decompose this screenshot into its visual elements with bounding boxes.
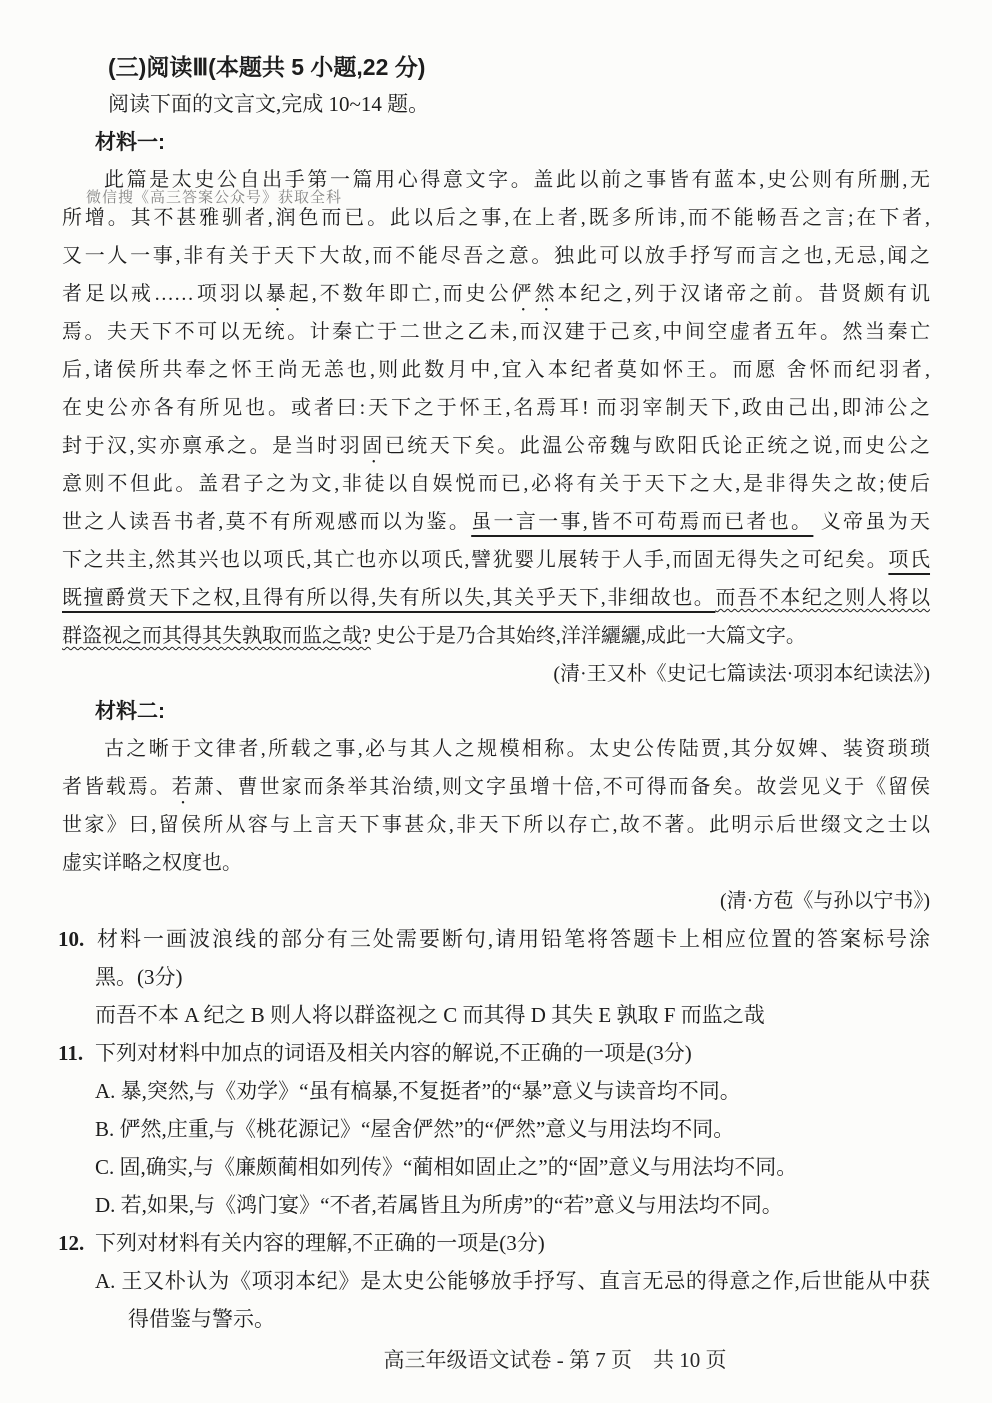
material-two-label: 材料二: (95, 700, 165, 723)
emphasized-word: 若 (171, 776, 194, 798)
question-12 (58, 1224, 930, 1338)
passage-text: 起,不数年即亡,而史公 (288, 283, 512, 305)
passage-text: 下之共主,然其兴也以项氏,其亡也亦以项氏,譬犹婴儿展转于人手,而固无得失之可纪矣。 (62, 549, 889, 571)
question-11 (58, 1034, 930, 1224)
question-number: 10. (58, 927, 85, 951)
passage-text: 者皆载焉。 (62, 776, 172, 798)
passage-line (62, 313, 930, 351)
passage-line (62, 844, 930, 882)
passage-text: 史公于是乃合其始终,洋洋纚纚,成此一大篇文字。 (370, 625, 806, 647)
passage-text: 本纪之,列于汉诸帝之前。昔贤颇有讥 (557, 283, 931, 305)
reading-instruction: 阅读下面的文言文,完成 10~14 题。 (108, 92, 430, 116)
passage-text: 所增。其不甚雅驯者,润色而已。此以后之事,在上者,既多所讳,而不能畅吾之言;在下者, (62, 207, 930, 229)
passage-text: 世家》曰,留侯所从容与上言天下事甚众,非天下所以存亡,故不著。此明示后世缀文之士以 (62, 814, 930, 836)
passage-text: 在史公亦各有所见也。或者曰:天下之于怀王,名焉耳! 而羽宰制天下,政由己出,即沛公之 (62, 397, 930, 419)
passage-text: 意则不但此。盖君子之为文,非徒以自娱悦而已,必将有关于天下之大,是非得失之故;使后 (62, 473, 930, 495)
passage-text: 萧、曹世家而条举其治绩,则文字虽增十倍,不可得而备矣。故尝见义于《留侯 (193, 776, 931, 798)
emphasized-word: 俨然 (511, 283, 558, 305)
passage-line (62, 768, 930, 806)
passage-text: 封于汉,实亦禀承之。是当时羽 (62, 435, 363, 457)
section-header: (三)阅读Ⅲ(本题共 5 小题,22 分) (108, 54, 426, 80)
passage-text: 焉。夫天下不可以无统。计秦亡于二世之乙未,而汉建于己亥,中间空虚者五年。然当秦亡 (62, 321, 930, 343)
watermark-text: 微信搜《高三答案公众号》获取全科 (86, 190, 343, 206)
passage-text: 后,诸侯所共奉之怀王尚无恙也,则此数月中,宜入本纪者莫如怀王。而愿 舍怀而纪羽者, (62, 359, 930, 381)
question-stem-text: 下列对材料中加点的词语及相关内容的解说,不正确的一项是(3分) (95, 1041, 692, 1065)
option-line: B. 俨然,庄重,与《桃花源记》“屋舍俨然”的“俨然”意义与用法均不同。 (95, 1117, 735, 1141)
passage-line (62, 427, 930, 465)
passage-text: 世之人读吾书者,莫不有所观感而以为鉴。 (62, 511, 472, 533)
question-stem-text: 材料一画波浪线的部分有三处需要断句,请用铅笔将答题卡上相应位置的答案标号涂 (95, 927, 930, 951)
emphasized-word: 固 (362, 435, 385, 457)
question-stem-line (58, 1224, 930, 1262)
underlined-clause: 虽一言一事,皆不可苟焉而已者也。 (471, 511, 814, 533)
page-footer: 高三年级语文试卷 - 第 7 页 共 10 页 (383, 1348, 727, 1372)
question-stem-line (58, 1034, 930, 1072)
underlined-clause: 项氏 (888, 549, 931, 571)
passage-text: 此篇是太史公自出手第一篇用心得意文字。盖此以前之事皆有蓝本,史公则有所删,无 (104, 169, 930, 191)
question-stem-continuation: 黑。(3分) (95, 965, 183, 989)
question-10 (58, 920, 930, 1034)
passage-line (62, 503, 930, 541)
passage-text: 义帝虽为天 (813, 511, 931, 533)
option-line: C. 固,确实,与《廉颇蔺相如列传》“蔺相如固止之”的“固”意义与用法均不同。 (95, 1155, 798, 1179)
passage-line (62, 351, 930, 389)
passage-line (62, 237, 930, 275)
wavy-underlined-clause: 而吾不本纪之则人将以 (715, 587, 931, 609)
passage-line (62, 806, 930, 844)
material-one-label: 材料一: (95, 131, 165, 154)
material-two-passage (62, 730, 930, 882)
material-two-attribution: (清·方苞《与孙以宁书》) (720, 890, 930, 912)
emphasized-word: 暴 (265, 283, 289, 305)
option-line: D. 若,如果,与《鸿门宴》“不者,若属皆且为所虏”的“若”意义与用法均不同。 (95, 1193, 783, 1217)
passage-line (62, 617, 930, 655)
option-line: A. 王又朴认为《项羽本纪》是太史公能够放手抒写、直言无忌的得意之作,后世能从中获 (95, 1269, 930, 1293)
material-one-passage (62, 161, 930, 655)
passage-text: 者足以戒……项羽以 (62, 283, 266, 305)
option-continuation-line: 得借鉴与警示。 (128, 1307, 275, 1331)
passage-text: 又一人一事,非有关于天下大故,而不能尽吾之意。独此可以放手抒写而言之也,无忌,闻之 (62, 245, 930, 267)
passage-line (62, 730, 930, 768)
question-stem-line (58, 920, 930, 958)
material-one-attribution: (清·王又朴《史记七篇读法·项羽本纪读法》) (553, 663, 930, 685)
question-stem-text: 下列对材料有关内容的理解,不正确的一项是(3分) (95, 1231, 545, 1255)
questions-section (58, 920, 930, 1338)
underlined-clause: 既擅爵赏天下之权,且得有所以得,失有所以失,其关乎天下,非细故也。 (62, 587, 716, 609)
passage-line (62, 465, 930, 503)
passage-line (62, 389, 930, 427)
question-number: 12. (58, 1231, 85, 1255)
passage-line (62, 579, 930, 617)
passage-text: 已统天下矣。此温公帝魏与欧阳氏论正统之说,而史公之 (384, 435, 931, 457)
wavy-underlined-clause: 群盗视之而其得其失孰取而监之哉? (62, 625, 371, 647)
option-line: A. 暴,突然,与《劝学》“虽有槁暴,不复挺者”的“暴”意义与读音均不同。 (95, 1079, 741, 1103)
sentence-break-options-line: 而吾不本 A 纪之 B 则人将以群盗视之 C 而其得 D 其失 E 孰取 F 而监之哉 (95, 1003, 765, 1027)
passage-line (62, 541, 930, 579)
passage-text: 虚实详略之权度也。 (62, 852, 242, 874)
passage-text: 古之晰于文律者,所载之事,必与其人之规模相称。太史公传陆贾,其分奴婢、装资琐琐 (104, 738, 930, 760)
question-number: 11. (58, 1041, 84, 1065)
passage-line (62, 275, 930, 313)
